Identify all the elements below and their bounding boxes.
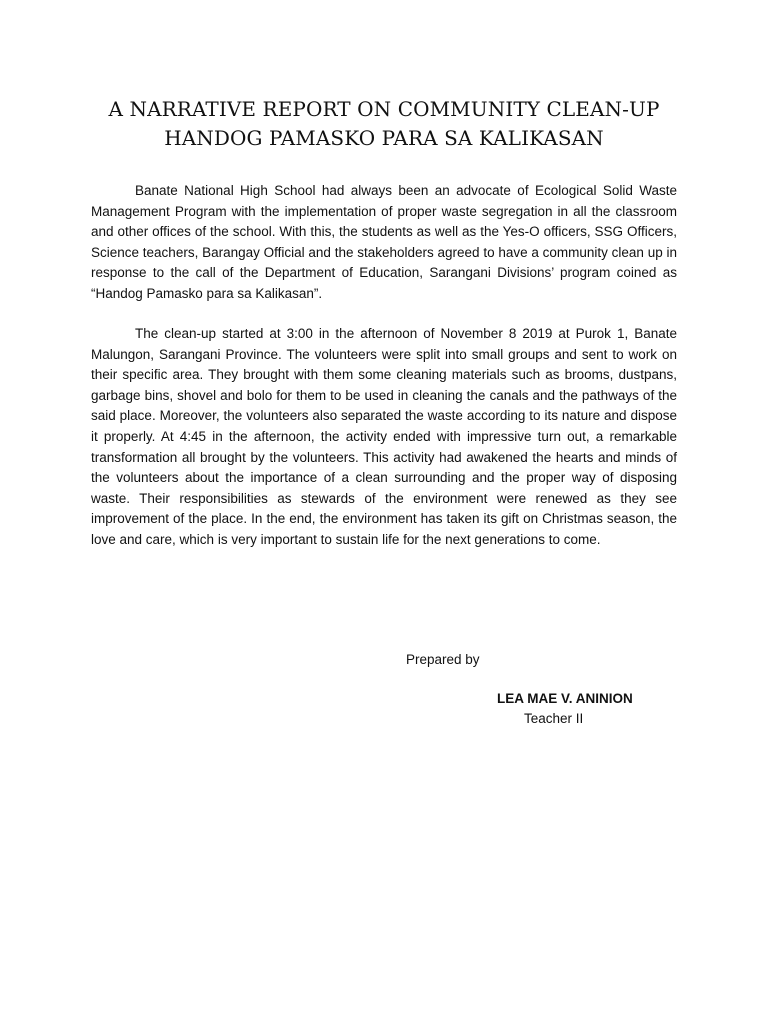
prepared-by-label: Prepared by <box>406 652 480 667</box>
paragraph-intro-text: Banate National High School had always been an advocate of Ecological Solid Waste Management Program with the implementation of proper waste segregation in all the classroom and other offices of the school. With this, the students as well as the Yes-O officers, SSG Officers, Science teachers, Barangay Official and the stakeholders agreed to have a community clean up in response to the call of the Department of Education, Sarangani Divisions’ program coined as “Handog Pamasko para sa Kalikasan”. <box>91 183 677 301</box>
report-title-line-1: A NARRATIVE REPORT ON COMMUNITY CLEAN-UP <box>108 97 660 121</box>
paragraph-activity <box>91 324 677 551</box>
report-title-line-2: HANDOG PAMASKO PARA SA KALIKASAN <box>164 126 604 150</box>
paragraph-intro <box>91 181 677 305</box>
signer-position: Teacher II <box>524 711 584 726</box>
paragraph-activity-text: The clean-up started at 3:00 in the afternoon of November 8 2019 at Purok 1, Banate Malungon, Sarangani Province. The volunteers were split into small groups and sent to work on their specific area. They brought with them some cleaning materials such as brooms, dustpans, garbage bins, shovel and bolo for them to be used in cleaning the canals and the pathways of the said place. Moreover, the volunteers also separated the waste according to its nature and dispose it properly. At 4:45 in the afternoon, the activity ended with impressive turn out, a remarkable transformation all brought by the volunteers. This activity had awakened the hearts and minds of the volunteers about the importance of a clean surrounding and the proper way of disposing waste. Their responsibilities as stewards of the environment were renewed as they see improvement of the place. In the end, the environment has taken its gift on Christmas season, the love and care, which is very important to sustain life for the next generations to come. <box>91 326 677 547</box>
signer-name: LEA MAE V. ANINION <box>497 691 633 706</box>
